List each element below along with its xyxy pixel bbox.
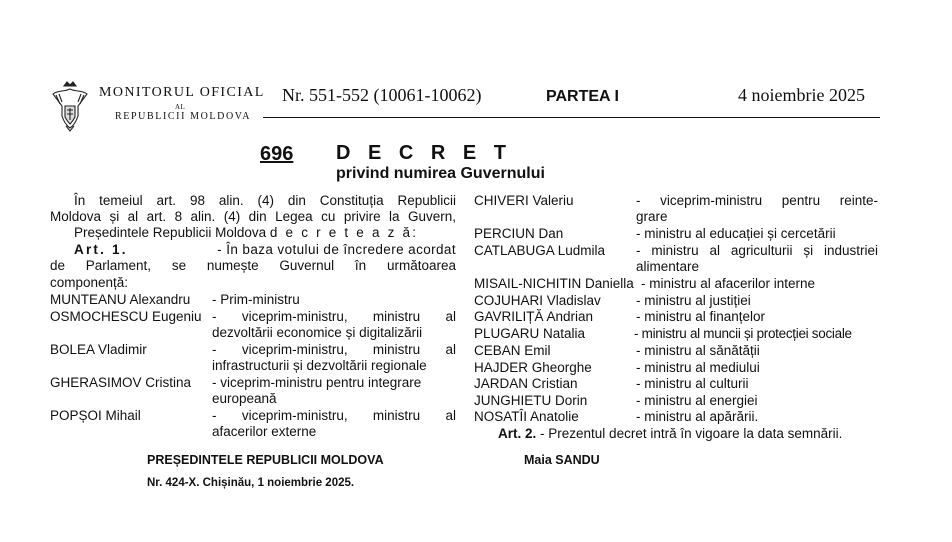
header-divider — [263, 117, 880, 118]
member-role: - ministru al sănătății — [636, 343, 760, 358]
preamble-line — [74, 225, 418, 241]
member-name: JUNGHIETU Dorin — [474, 393, 588, 408]
member-name: MISAIL-NICHITIN Daniella — [474, 276, 634, 291]
member-role: - ministru al afacerilor interne — [641, 276, 816, 291]
member-role: - ministru al mediului — [636, 360, 760, 375]
article2-text: - Prezentul decret intră în vigoare la data semnării. — [540, 426, 843, 441]
member-name: POPȘOI Mihail — [50, 408, 141, 423]
member-name: BOLEA Vladimir — [50, 342, 147, 357]
member-name: NOSATÎI Anatolie — [474, 409, 579, 424]
member-role: europeană — [212, 391, 277, 406]
member-role: - ministru al culturii — [636, 376, 749, 391]
member-role: - ministru al justiției — [636, 293, 751, 308]
member-name: CHIVERI Valeriu — [474, 193, 574, 208]
member-role: - viceprim-ministru, ministru al — [212, 408, 456, 423]
decree-reference: Nr. 424-X. Chișinău, 1 noiembrie 2025. — [147, 477, 355, 489]
member-name: COJUHARI Vladislav — [474, 293, 601, 308]
part-label: PARTEA I — [546, 88, 619, 105]
member-name: PERCIUN Dan — [474, 226, 564, 241]
member-role: afacerilor externe — [212, 424, 317, 439]
decree-number: 696 — [260, 143, 294, 165]
member-role: alimentare — [636, 259, 700, 274]
member-name: PLUGARU Natalia — [474, 326, 586, 341]
member-role: - ministru al muncii și protecției sociale — [634, 326, 852, 341]
member-role: - ministru al finanțelor — [636, 309, 766, 324]
article2-label: Art. 2. — [498, 426, 537, 441]
decree-subtitle: privind numirea Guvernului — [336, 165, 545, 182]
member-name: GHERASIMOV Cristina — [50, 375, 192, 390]
member-role: - viceprim-ministru pentru reinte- — [636, 193, 878, 208]
member-name: MUNTEANU Alexandru — [50, 292, 191, 307]
issue-number: Nr. 551-552 (10061-10062) — [282, 85, 482, 105]
member-role: infrastructurii și dezvoltării regionale — [212, 358, 427, 373]
member-role: - ministru al educației și cercetării — [636, 226, 836, 241]
member-name: GAVRILIȚĂ Andrian — [474, 309, 594, 324]
president-name: Maia SANDU — [524, 453, 600, 467]
decree-title: D E C R E T — [336, 142, 513, 164]
coat-of-arms-icon — [50, 80, 90, 132]
article1-label: Art. 1. — [74, 242, 128, 257]
issue-date: 4 noiembrie 2025 — [738, 85, 865, 105]
member-name: OSMOCHESCU Eugeniu — [50, 309, 202, 324]
member-role: - Prim-ministru — [212, 292, 300, 307]
article1-line: de Parlament, se numește Guvernul în următoarea — [50, 258, 456, 273]
member-role: - ministru al agriculturii și industriei — [636, 243, 878, 258]
masthead-title: MONITORUL OFICIAL — [99, 85, 265, 100]
masthead-al: AL — [175, 103, 186, 111]
member-role: - viceprim-ministru pentru integrare — [212, 375, 422, 390]
member-role: grare — [636, 209, 668, 224]
article2-line — [498, 426, 842, 442]
member-name: HAJDER Gheorghe — [474, 360, 592, 375]
member-role: - ministru al energiei — [636, 393, 758, 408]
president-title: PREȘEDINTELE REPUBLICII MOLDOVA — [147, 453, 384, 467]
member-role: dezvoltării economice și digitalizării — [212, 325, 423, 340]
article1-text: - În baza votului de încredere acordat — [217, 242, 456, 257]
member-name: CEBAN Emil — [474, 343, 551, 358]
article1-line — [74, 242, 456, 258]
masthead-subtitle: REPUBLICII MOLDOVA — [115, 111, 252, 122]
member-name: JARDAN Cristian — [474, 376, 578, 391]
preamble-prefix: Președintele Republicii Moldova — [74, 225, 267, 240]
member-role: - ministru al apărării. — [636, 409, 759, 424]
article1-line: componență: — [50, 275, 129, 290]
member-role: - viceprim-ministru, ministru al — [212, 309, 456, 324]
member-role: - viceprim-ministru, ministru al — [212, 342, 456, 357]
preamble-line: În temeiul art. 98 alin. (4) din Constituția Republicii — [74, 193, 456, 208]
preamble-line: Moldova și al art. 8 alin. (4) din Legea cu privire la Guvern, — [50, 209, 456, 224]
member-name: CATLABUGA Ludmila — [474, 243, 606, 258]
decreteaza: d e c r e t e a z ă: — [269, 225, 419, 240]
